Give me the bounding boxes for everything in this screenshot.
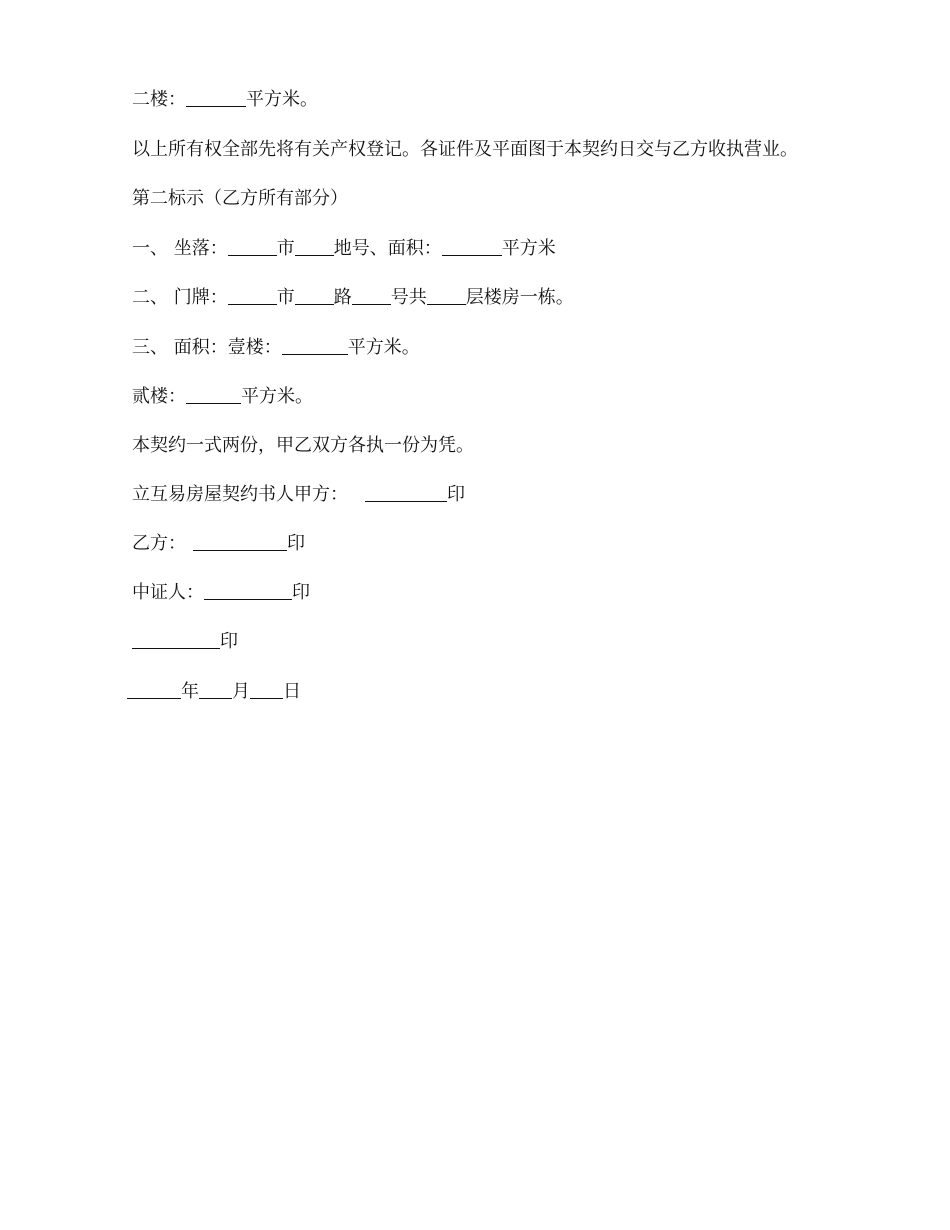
date-day: 日 (283, 681, 301, 702)
doorplate-line (132, 286, 574, 310)
party-b-label: 乙方： (132, 533, 186, 554)
party-b-blank (193, 532, 287, 551)
floor2-blank (186, 88, 246, 107)
doorplate-floors-blank (427, 286, 466, 305)
witness-seal: 印 (292, 582, 310, 603)
witness-label: 中证人： (132, 582, 204, 603)
party-b-seal: 印 (287, 533, 305, 554)
date-month-blank (199, 680, 232, 699)
doorplate-label: 二、 门牌： (132, 287, 228, 308)
witness-line (132, 581, 310, 605)
seal-line (132, 630, 238, 654)
floor2-label: 二楼： (132, 89, 186, 110)
seal-blank (132, 630, 220, 649)
doorplate-number: 号共 (390, 287, 427, 308)
location-lot-blank (295, 237, 334, 256)
date-line (127, 680, 301, 704)
party-a-label: 立互易房屋契约书人甲方： (132, 484, 348, 505)
location-line (132, 237, 556, 261)
copies-line: 本契约一式两份，甲乙双方各执一份为凭。 (132, 435, 474, 456)
floor2-line (132, 88, 318, 112)
location-label: 一、 坐落： (132, 238, 228, 259)
party-b-line (132, 532, 305, 556)
date-year: 年 (181, 681, 199, 702)
doorplate-number-blank (352, 286, 391, 305)
location-city: 市 (276, 238, 295, 259)
registration-line: 以上所有权全部先将有关产权登记。各证件及平面图于本契约日交与乙方收执营业。 (132, 139, 798, 160)
doorplate-road: 路 (333, 287, 352, 308)
location-area-blank (442, 237, 502, 256)
area-floor1-blank (282, 336, 348, 355)
party-a-line (132, 483, 465, 507)
location-unit: 平方米 (501, 238, 556, 259)
date-year-blank (127, 680, 181, 699)
area-unit: 平方米。 (347, 337, 420, 358)
seal-text: 印 (220, 631, 238, 652)
floor2b-unit: 平方米。 (241, 386, 313, 407)
witness-blank (204, 581, 292, 600)
area-line (132, 336, 420, 360)
doorplate-building: 层楼房一栋。 (465, 287, 574, 308)
location-lot-area: 地号、面积： (333, 238, 442, 259)
floor2b-line (132, 385, 313, 409)
location-city-blank (228, 237, 277, 256)
date-month: 月 (232, 681, 250, 702)
floor2-unit: 平方米。 (246, 89, 318, 110)
floor2b-blank (186, 385, 241, 404)
doorplate-city-blank (228, 286, 277, 305)
doorplate-road-blank (295, 286, 334, 305)
area-label: 三、 面积：壹楼： (132, 337, 282, 358)
party-a-seal: 印 (447, 484, 465, 505)
party-a-blank (365, 483, 447, 502)
section2-title: 第二标示（乙方所有部分） (132, 188, 348, 209)
doorplate-city: 市 (276, 287, 295, 308)
floor2b-label: 贰楼： (132, 386, 186, 407)
date-day-blank (250, 680, 283, 699)
